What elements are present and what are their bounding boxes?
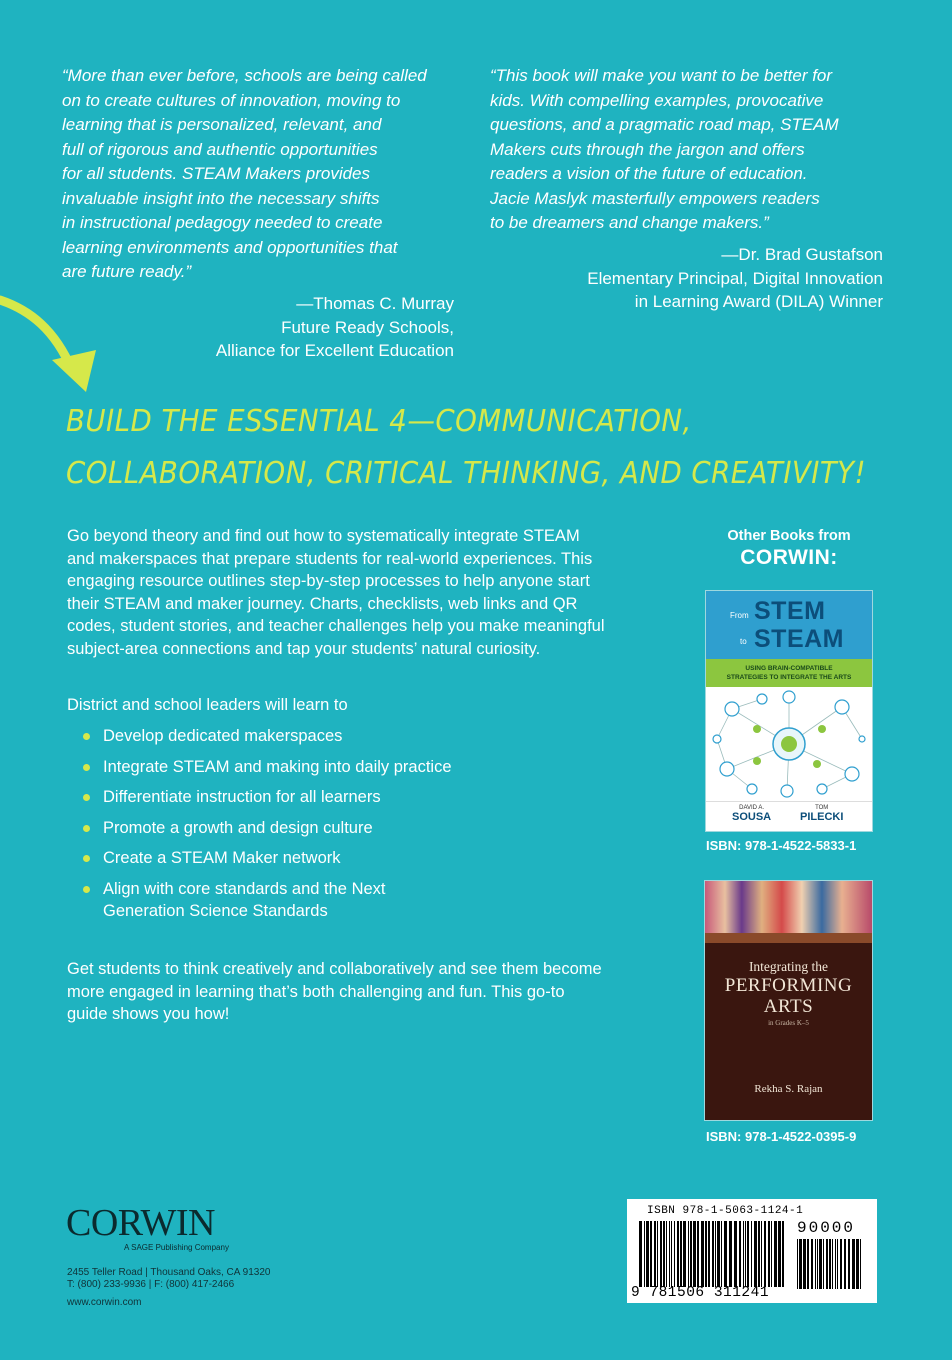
closing-paragraph [67,958,667,1026]
bullet-text: Develop dedicated makerspaces [103,727,343,745]
book1-from: From [730,611,749,620]
bullet-item [67,817,627,840]
corwin-tagline: A SAGE Publishing Company [124,1243,229,1252]
other-books-label: Other Books from [727,528,851,544]
bullet-text-continued: Generation Science Standards [103,902,328,920]
bullet-item [67,878,627,923]
bullet-text: Align with core standards and the Next [103,879,386,898]
bullet-text: Differentiate instruction for all learners [103,788,381,806]
learning-bullets [67,725,627,931]
publisher-website[interactable]: www.corwin.com [67,1297,142,1308]
book1-subtitle-1: USING BRAIN-COMPATIBLE [745,665,833,672]
bullet-dot-icon [83,794,90,801]
other-books-heading [704,528,874,570]
arrow-icon [0,280,110,400]
quote-line: Jacie Maslyk masterfully empowers readers [490,188,820,208]
book2-title-2: PERFORMING [724,975,853,996]
attribution-line: Elementary Principal, Digital Innovation [587,268,883,288]
quote-right [490,64,890,236]
headline-line-2: COLLABORATION, CRITICAL THINKING, AND CREATIVITY! [66,456,867,491]
book2-photo-strip [705,881,872,933]
quote-line: questions, and a pragmatic road map, STEAM [490,115,839,134]
quote-left-attribution [150,292,454,363]
book2-isbn: ISBN: 978-1-4522-0395-9 [706,1129,857,1144]
headline [66,396,876,500]
book2-stage [705,933,872,943]
address-line-1: 2455 Teller Road | Thousand Oaks, CA 91320 [67,1267,271,1278]
paragraph-line: codes, student stories, and teacher challenges help you make meaningful [67,617,605,635]
bullet-text: Create a STEAM Maker network [103,849,341,867]
book1-author2-last: PILECKI [800,811,844,823]
headline-line-1: BUILD THE ESSENTIAL 4—COMMUNICATION, [66,404,692,439]
quote-line: full of rigorous and authentic opportunities [62,139,378,159]
barcode-price-code: 90000 [797,1219,856,1237]
bullet-dot-icon [83,733,90,740]
book1-steam: STEAM [754,625,844,653]
bullet-dot-icon [83,764,90,771]
book1-subtitle-2: STRATEGIES TO INTEGRATE THE ARTS [726,674,852,681]
paragraph-line: subject-area connections and tap your students’ natural curiosity. [67,639,541,658]
book1-isbn: ISBN: 978-1-4522-5833-1 [706,838,857,853]
quote-line: on to create cultures of innovation, moving to [62,90,401,110]
bullet-text: Integrate STEAM and making into daily practice [103,757,452,776]
bullet-dot-icon [83,855,90,862]
quote-line: Makers cuts through the jargon and offers [490,139,805,159]
barcode-block [627,1199,877,1303]
paragraph-line: their STEAM and maker journey. Charts, checklists, web links and QR [67,594,578,613]
quote-right-attribution [540,243,883,314]
bullet-item [67,847,627,870]
attribution-line: Alliance for Excellent Education [215,341,454,360]
book1-author1-first: DAVID A. [739,805,765,811]
corwin-logo-icon [66,1203,229,1252]
paragraph-line: Go beyond theory and find out how to systematically integrate STEAM [67,527,580,545]
paragraph-line: guide shows you how! [67,1005,230,1023]
price-barcode-icon [797,1239,863,1289]
book-cover-performing-arts[interactable] [704,880,873,1121]
attribution-line: Future Ready Schools, [281,317,454,337]
attribution-line: in Learning Award (DILA) Winner [634,292,883,311]
address-line-2: T: (800) 233-9936 | F: (800) 417-2466 [67,1279,235,1290]
book2-title-1: Integrating the [748,959,829,974]
bullet-dot-icon [83,825,90,832]
quote-line: in instructional pedagogy needed to create [62,213,383,232]
intro-paragraph [67,525,667,660]
paragraph-line: more engaged in learning that’s both challenging and fun. This go-to [67,982,565,1001]
book1-title-block [706,591,872,659]
book1-stem: STEM [754,597,826,625]
paragraph-line: engaging resource outlines step-by-step processes to help anyone start [67,572,590,590]
paragraph-line: Get students to think creatively and collaboratively and see them become [67,960,602,978]
quote-line: are future ready.” [62,262,192,281]
barcode-icon [639,1221,787,1287]
attribution-line: —Dr. Brad Gustafson [721,245,883,264]
bullet-dot-icon [83,886,90,893]
barcode-isbn-text: ISBN 978-1-5063-1124-1 [647,1205,804,1217]
book2-title-block [705,959,872,1027]
barcode-digits: 9 781506 311241 [631,1285,770,1301]
book1-authors [706,801,872,832]
quote-line: “This book will make you want to be better for [490,66,833,85]
bullet-text: Promote a growth and design culture [103,818,373,837]
publisher-address [67,1267,270,1309]
book2-grades: in Grades K–5 [768,1019,809,1027]
quote-line: readers a vision of the future of education. [490,164,808,183]
book1-to: to [740,637,747,646]
quote-line: “More than ever before, schools are being called [62,66,427,85]
quote-line: learning that is personalized, relevant, and [62,115,382,134]
attribution-line: —Thomas C. Murray [296,294,454,313]
paragraph-line: and makerspaces that prepare students for real-world experiences. This [67,549,593,568]
book2-author: Rekha S. Rajan [754,1083,823,1095]
corwin-logo-text: CORWIN [66,1202,215,1244]
book-cover-stem-to-steam[interactable] [705,590,873,832]
book1-author2-first: TOM [815,805,829,811]
bullet-item [67,786,627,809]
quote-left [62,64,462,285]
other-books-brand: CORWIN: [740,546,838,569]
quote-line: for all students. STEAM Makers provides [62,164,371,183]
bullet-item [67,725,627,748]
book1-author1-last: SOUSA [732,811,772,823]
quote-line: kids. With compelling examples, provocative [490,90,824,110]
leaders-intro: District and school leaders will learn to [67,696,348,714]
quote-line: to be dreamers and change makers.” [490,213,769,232]
book2-title-3: ARTS [763,996,814,1017]
book1-subtitle-bar [706,659,872,687]
bullet-item [67,756,627,779]
quote-line: learning environments and opportunities that [62,237,398,257]
quote-line: invaluable insight into the necessary shifts [62,188,380,208]
network-illustration-icon [712,689,866,799]
